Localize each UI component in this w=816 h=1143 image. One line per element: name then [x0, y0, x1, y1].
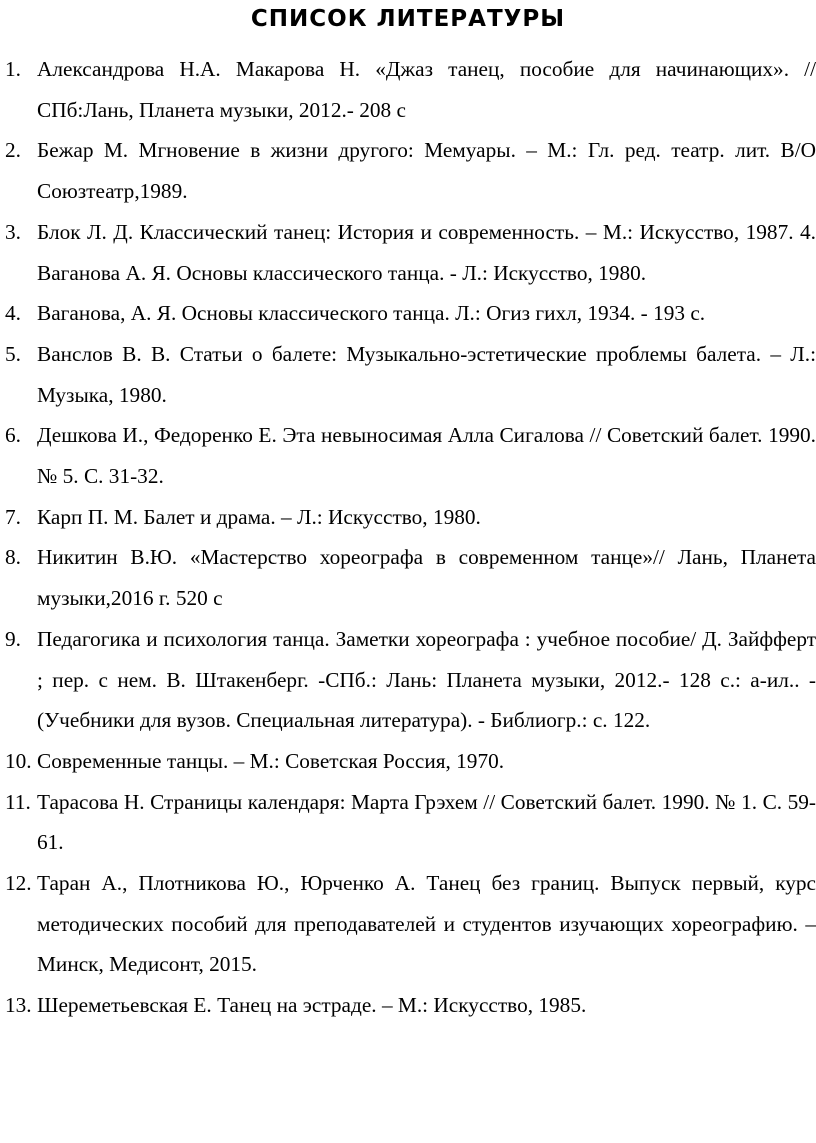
reference-item — [0, 619, 816, 741]
reference-text: Карп П. М. Балет и драма. – Л.: Искусство, 1980. — [37, 504, 481, 529]
reference-item — [0, 782, 816, 863]
reference-text: Дешкова И., Федоренко Е. Эта невыносимая Алла Сигалова // Советский балет. 1990. № 5. С. 31-32. — [37, 423, 816, 489]
reference-text: Таран А., Плотникова Ю., Юрченко А. Танец без границ. Выпуск первый, курс методических пособий для преподавателей и студентов изучающих хореографию. – Минск, Медисонт, 2015. — [37, 871, 816, 977]
reference-item — [0, 130, 816, 211]
reference-text: Александрова Н.А. Макарова Н. «Джаз танец, пособие для начинающих». // СПб:Лань, Планета музыки, 2012.- 208 с — [37, 57, 816, 122]
reference-text: Никитин В.Ю. «Мастерство хореографа в современном танце»// Лань, Планета музыки,2016 г. 520 с — [37, 545, 816, 611]
reference-item — [0, 537, 816, 618]
reference-number: 5. — [5, 341, 21, 366]
reference-number: 13. — [5, 993, 32, 1018]
reference-number: 9. — [5, 626, 21, 651]
reference-text: Педагогика и психология танца. Заметки хореографа : учебное пособие/ Д. Зайфферт ; пер. с нем. В. Штакенберг. -СПб.: Лань: Планета музыки, 2012.- 128 с.: а-ил.. -(Учебники для вузов. Специальная литература). - Библиогр.: с. 122. — [37, 626, 816, 733]
reference-item — [0, 49, 816, 130]
reference-item — [0, 863, 816, 985]
reference-number: 1. — [5, 57, 21, 81]
reference-item — [0, 497, 816, 538]
reference-number: 2. — [5, 138, 21, 163]
reference-list — [0, 49, 816, 1026]
reference-number: 8. — [5, 545, 21, 570]
reference-number: 11. — [5, 789, 31, 814]
reference-text: Ваганова, А. Я. Основы классического танца. Л.: Огиз гихл, 1934. - 193 с. — [37, 301, 706, 326]
reference-text: Тарасова Н. Страницы календаря: Марта Грэхем // Советский балет. 1990. № 1. С. 59-61. — [37, 789, 816, 855]
reference-number: 7. — [5, 504, 21, 529]
reference-text: Ванслов В. В. Статьи о балете: Музыкально-эстетические проблемы балета. – Л.: Музыка, 1980. — [37, 341, 816, 407]
reference-item — [0, 741, 816, 782]
reference-item — [0, 212, 816, 293]
reference-text: Блок Л. Д. Классический танец: История и современность. – М.: Искусство, 1987. 4. Ваганова А. Я. Основы классического танца. - Л.: Искусство, 1980. — [37, 219, 816, 285]
reference-text: Современные танцы. – М.: Советская Россия, 1970. — [37, 748, 505, 773]
reference-item — [0, 334, 816, 415]
reference-number: 6. — [5, 423, 21, 448]
reference-number: 10. — [5, 748, 32, 773]
reference-item — [0, 415, 816, 496]
reference-number: 12. — [5, 871, 32, 896]
reference-item — [0, 293, 816, 334]
reference-text: Бежар М. Мгновение в жизни другого: Мемуары. – М.: Гл. ред. театр. лит. В/О Союзтеатр,1989. — [37, 138, 816, 204]
reference-number: 3. — [5, 219, 21, 244]
reference-item — [0, 985, 816, 1026]
reference-text: Шереметьевская Е. Танец на эстраде. – М.: Искусство, 1985. — [37, 993, 587, 1018]
reference-number: 4. — [5, 301, 21, 326]
page-title: СПИСОК ЛИТЕРАТУРЫ — [250, 6, 566, 32]
